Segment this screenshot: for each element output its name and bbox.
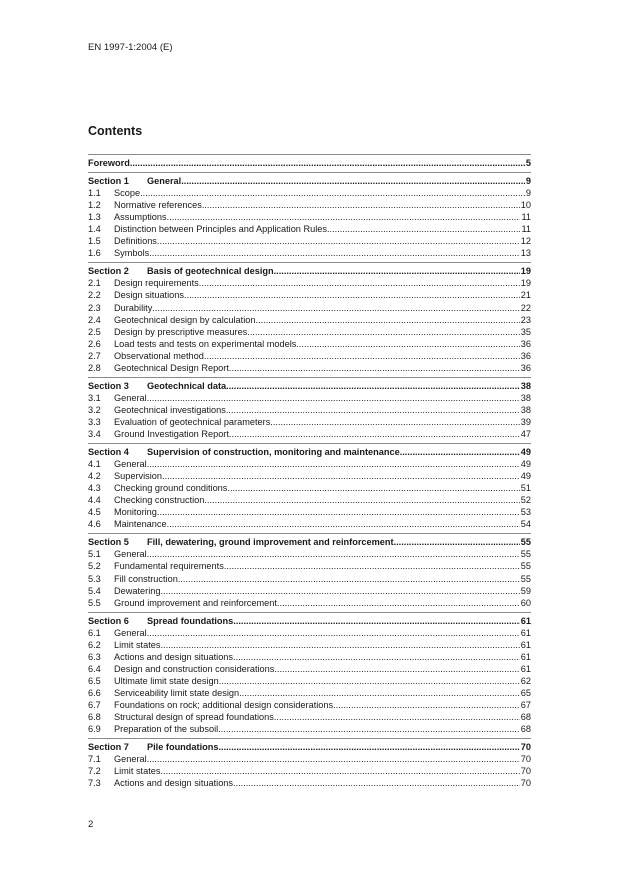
toc-entry-number: 2.6 xyxy=(88,338,101,349)
toc-entry[interactable] xyxy=(88,470,531,482)
toc-section-heading[interactable] xyxy=(88,615,531,627)
toc-section-heading[interactable] xyxy=(88,446,531,458)
toc-page-number: 68 xyxy=(520,712,531,723)
toc-entry-number: 6.6 xyxy=(88,687,101,698)
toc-page-number: 36 xyxy=(520,362,531,373)
toc-entry[interactable] xyxy=(88,627,531,639)
toc-entry[interactable] xyxy=(88,765,531,777)
toc-entry[interactable] xyxy=(88,548,531,560)
toc-entry-number: 3.2 xyxy=(88,404,101,415)
toc-page-number: 5 xyxy=(525,158,531,168)
dot-leader xyxy=(226,404,520,416)
dot-leader xyxy=(167,211,521,223)
dot-leader xyxy=(218,723,520,735)
toc-section-heading[interactable] xyxy=(88,265,531,277)
dot-leader xyxy=(255,314,519,326)
toc-entry-number: 3.3 xyxy=(88,416,101,427)
toc-page-number: 39 xyxy=(520,416,531,427)
toc-entry[interactable] xyxy=(88,247,531,259)
toc-entry-number: 5.3 xyxy=(88,573,101,584)
toc-page-number: 70 xyxy=(520,778,531,789)
page-number: 2 xyxy=(88,819,94,830)
toc-entry[interactable] xyxy=(88,326,531,338)
toc-section-label: Foreword xyxy=(88,158,130,168)
toc-entry-label: Ground Investigation Report xyxy=(114,428,229,439)
dot-leader xyxy=(152,302,519,314)
toc-entry-label: Actions and design situations xyxy=(114,651,234,662)
toc-page-number: 11 xyxy=(521,212,531,223)
document-id: EN 1997-1:2004 (E) xyxy=(88,42,173,53)
toc-section-heading[interactable] xyxy=(88,741,531,753)
toc-entry[interactable] xyxy=(88,518,531,530)
toc-entry-number: 5.2 xyxy=(88,561,101,572)
dot-leader xyxy=(157,506,520,518)
toc-page-number: 61 xyxy=(520,639,531,650)
toc-entry-label: Actions and design situations xyxy=(114,778,234,789)
toc-entry-label: Serviceability limit state design xyxy=(114,687,240,698)
toc-entry-label: Evaluation of geotechnical parameters xyxy=(114,416,271,427)
toc-page-number: 70 xyxy=(520,766,531,777)
toc-entry-label: Monitoring xyxy=(114,507,157,518)
toc-page-number: 55 xyxy=(520,573,531,584)
toc-entry-label: Normative references xyxy=(114,200,202,211)
toc-entry-number: 6.5 xyxy=(88,675,101,686)
dot-leader xyxy=(219,675,520,687)
toc-section xyxy=(88,262,531,373)
toc-page-number: 52 xyxy=(520,495,531,506)
toc-page-number: 13 xyxy=(520,248,531,259)
toc-page-number: 54 xyxy=(520,519,531,530)
toc-section-heading[interactable] xyxy=(88,157,531,169)
toc-entry[interactable] xyxy=(88,350,531,362)
toc-page-number: 11 xyxy=(521,224,531,235)
toc-entry-number: 2.8 xyxy=(88,362,101,373)
toc-section-title xyxy=(88,615,233,627)
toc-entry[interactable] xyxy=(88,404,531,416)
toc-entry-number: 6.4 xyxy=(88,663,101,674)
toc-entry-label: General xyxy=(114,549,147,560)
dot-leader xyxy=(181,175,525,187)
toc-page-number: 10 xyxy=(520,200,531,211)
toc-entry-label: Fill construction xyxy=(114,573,178,584)
dot-leader xyxy=(147,392,520,404)
toc-entry-number: 6.9 xyxy=(88,724,101,735)
toc-section xyxy=(88,154,531,169)
toc-entry-number: 1.6 xyxy=(88,248,101,259)
toc-entry[interactable] xyxy=(88,416,531,428)
toc-page-number: 60 xyxy=(520,597,531,608)
toc-page-number: 12 xyxy=(520,236,531,247)
toc-page-number: 61 xyxy=(520,627,531,638)
toc-entry[interactable] xyxy=(88,277,531,289)
toc-section-title xyxy=(88,446,400,458)
toc-entry-number: 2.2 xyxy=(88,290,101,301)
toc-entry[interactable] xyxy=(88,392,531,404)
toc-entry[interactable] xyxy=(88,753,531,765)
toc-entry-label: Assumptions xyxy=(114,212,167,223)
dot-leader xyxy=(277,597,520,609)
toc-page-number: 49 xyxy=(520,447,531,458)
toc-section-number: Section 2 xyxy=(88,266,129,277)
dot-leader xyxy=(147,753,520,765)
dot-leader xyxy=(147,627,520,639)
dot-leader xyxy=(218,741,519,753)
toc-entry-number: 4.3 xyxy=(88,483,101,494)
dot-leader xyxy=(227,482,519,494)
toc-entry-number: 7.1 xyxy=(88,754,101,765)
toc-entry[interactable] xyxy=(88,289,531,301)
dot-leader xyxy=(296,338,519,350)
toc-entry-label: Structural design of spread foundations xyxy=(114,712,274,723)
toc-section-number: Section 1 xyxy=(88,176,129,187)
toc-section-title xyxy=(88,157,130,169)
toc-page-number: 22 xyxy=(520,302,531,313)
toc-entry[interactable] xyxy=(88,711,531,723)
toc-entry-label: Supervision xyxy=(114,471,163,482)
toc-entry[interactable] xyxy=(88,506,531,518)
toc-entry-number: 5.4 xyxy=(88,585,101,596)
toc-entry-number: 2.7 xyxy=(88,350,101,361)
dot-leader xyxy=(274,663,519,675)
dot-leader xyxy=(147,458,520,470)
toc-section-title xyxy=(88,536,394,548)
toc-entry-label: Scope xyxy=(114,188,141,199)
toc-page-number: 59 xyxy=(520,585,531,596)
toc-entry-label: Definitions xyxy=(114,236,157,247)
toc-section xyxy=(88,443,531,530)
toc-page-number: 9 xyxy=(525,176,531,187)
dot-leader xyxy=(140,187,525,199)
dot-leader xyxy=(327,223,520,235)
toc-entry-label: General xyxy=(114,627,147,638)
toc-entry-label: Geotechnical investigations xyxy=(114,404,226,415)
dot-leader xyxy=(229,362,520,374)
toc-section-label: Supervision of construction, monitoring and maintenance xyxy=(147,447,400,458)
dot-leader xyxy=(333,699,520,711)
toc-section-heading[interactable] xyxy=(88,536,531,548)
toc-page-number: 36 xyxy=(520,338,531,349)
toc-entry-label: Dewatering xyxy=(114,585,161,596)
toc-entry-number: 4.4 xyxy=(88,495,101,506)
toc-section-title xyxy=(88,380,226,392)
toc-entry-number: 3.4 xyxy=(88,428,101,439)
toc-entry-number: 2.3 xyxy=(88,302,101,313)
toc-entry-label: Observational method xyxy=(114,350,204,361)
toc-entry-label: Design by prescriptive measures xyxy=(114,326,248,337)
toc-page-number: 67 xyxy=(520,699,531,710)
toc-entry[interactable] xyxy=(88,211,531,223)
toc-section-heading[interactable] xyxy=(88,175,531,187)
toc-page-number: 19 xyxy=(520,266,531,277)
toc-entry[interactable] xyxy=(88,573,531,585)
dot-leader xyxy=(274,711,520,723)
toc-entry[interactable] xyxy=(88,585,531,597)
toc-section xyxy=(88,612,531,735)
toc-entry-number: 7.3 xyxy=(88,778,101,789)
toc-entry[interactable] xyxy=(88,428,531,440)
toc-entry-label: Fundamental requirements xyxy=(114,561,224,572)
toc-entry[interactable] xyxy=(88,663,531,675)
toc-entry-label: Maintenance xyxy=(114,519,167,530)
toc-section-title xyxy=(88,175,181,187)
toc-entry[interactable] xyxy=(88,639,531,651)
toc-entry[interactable] xyxy=(88,362,531,374)
toc-section xyxy=(88,533,531,608)
toc-entry-number: 6.1 xyxy=(88,627,101,638)
toc-entry[interactable] xyxy=(88,187,531,199)
dot-leader xyxy=(274,265,520,277)
toc-entry-label: Checking ground conditions xyxy=(114,483,228,494)
toc-entry-number: 1.4 xyxy=(88,224,101,235)
toc-section-title xyxy=(88,741,218,753)
dot-leader xyxy=(149,247,520,259)
toc-entry-number: 1.2 xyxy=(88,200,101,211)
toc-page-number: 36 xyxy=(520,350,531,361)
dot-leader xyxy=(224,560,520,572)
toc-page-number: 55 xyxy=(520,537,531,548)
toc-page-number: 21 xyxy=(520,290,531,301)
toc-page-number: 23 xyxy=(520,314,531,325)
dot-leader xyxy=(202,199,520,211)
toc-page-number: 19 xyxy=(520,278,531,289)
toc-entry-number: 4.2 xyxy=(88,471,101,482)
toc-section-heading[interactable] xyxy=(88,380,531,392)
toc-entry-label: Distinction between Principles and Application Rules xyxy=(114,224,327,235)
toc-entry[interactable] xyxy=(88,199,531,211)
toc-entry-label: Design situations xyxy=(114,290,184,301)
page-title: Contents xyxy=(88,124,143,138)
toc-entry-number: 3.1 xyxy=(88,392,101,403)
dot-leader xyxy=(204,494,519,506)
toc-entry[interactable] xyxy=(88,235,531,247)
toc-entry-number: 4.6 xyxy=(88,519,101,530)
toc-section-number: Section 3 xyxy=(88,380,129,391)
toc-entry-label: Geotechnical Design Report xyxy=(114,362,229,373)
toc-entry[interactable] xyxy=(88,597,531,609)
dot-leader xyxy=(226,380,520,392)
toc-entry[interactable] xyxy=(88,482,531,494)
dot-leader xyxy=(270,416,519,428)
table-of-contents xyxy=(88,154,531,789)
toc-entry[interactable] xyxy=(88,687,531,699)
dot-leader xyxy=(130,157,525,169)
dot-leader xyxy=(160,585,519,597)
toc-entry-label: Preparation of the subsoil xyxy=(114,724,219,735)
toc-entry-number: 4.1 xyxy=(88,459,101,470)
dot-leader xyxy=(162,470,520,482)
toc-page-number: 55 xyxy=(520,549,531,560)
dot-leader xyxy=(157,235,520,247)
toc-section-number: Section 5 xyxy=(88,537,129,548)
toc-page-number: 51 xyxy=(520,483,531,494)
toc-page-number: 61 xyxy=(520,663,531,674)
dot-leader xyxy=(233,615,520,627)
toc-entry-number: 5.1 xyxy=(88,549,101,560)
toc-entry[interactable] xyxy=(88,338,531,350)
dot-leader xyxy=(229,428,520,440)
toc-entry-number: 1.5 xyxy=(88,236,101,247)
dot-leader xyxy=(239,687,520,699)
toc-page-number: 38 xyxy=(520,380,531,391)
toc-page-number: 70 xyxy=(520,742,531,753)
toc-section-label: Fill, dewatering, ground improvement and reinforcement xyxy=(147,537,394,548)
toc-page-number: 65 xyxy=(520,687,531,698)
toc-entry-label: Ultimate limit state design xyxy=(114,675,219,686)
toc-entry-label: Durability xyxy=(114,302,153,313)
toc-entry-number: 6.2 xyxy=(88,639,101,650)
toc-entry-number: 5.5 xyxy=(88,597,101,608)
dot-leader xyxy=(233,777,520,789)
toc-section-label: Pile foundations xyxy=(147,742,219,753)
toc-entry-number: 2.1 xyxy=(88,278,101,289)
toc-entry[interactable] xyxy=(88,675,531,687)
toc-entry-label: General xyxy=(114,392,147,403)
toc-entry[interactable] xyxy=(88,699,531,711)
toc-page-number: 49 xyxy=(520,471,531,482)
toc-entry-number: 1.1 xyxy=(88,188,101,199)
toc-page-number: 62 xyxy=(520,675,531,686)
toc-entry-label: Ground improvement and reinforcement xyxy=(114,597,277,608)
toc-page-number: 38 xyxy=(520,392,531,403)
toc-entry[interactable] xyxy=(88,458,531,470)
dot-leader xyxy=(199,277,520,289)
toc-entry-label: Foundations on rock; additional design considerations xyxy=(114,699,334,710)
toc-entry-label: Limit states xyxy=(114,766,161,777)
toc-entry-label: Geotechnical design by calculation xyxy=(114,314,256,325)
toc-entry[interactable] xyxy=(88,302,531,314)
toc-section-label: General xyxy=(147,176,182,187)
dot-leader xyxy=(400,446,520,458)
toc-section-label: Spread foundations xyxy=(147,615,234,626)
toc-entry-number: 6.7 xyxy=(88,699,101,710)
toc-entry-number: 1.3 xyxy=(88,212,101,223)
toc-page-number: 61 xyxy=(520,651,531,662)
toc-entry-label: Load tests and tests on experimental models xyxy=(114,338,297,349)
toc-page-number: 70 xyxy=(520,754,531,765)
toc-entry-label: Checking construction xyxy=(114,495,205,506)
toc-entry[interactable] xyxy=(88,223,531,235)
toc-section xyxy=(88,738,531,789)
toc-page-number: 35 xyxy=(520,326,531,337)
dot-leader xyxy=(178,573,520,585)
toc-page-number: 55 xyxy=(520,561,531,572)
dot-leader xyxy=(147,548,520,560)
toc-entry[interactable] xyxy=(88,651,531,663)
toc-entry-number: 2.5 xyxy=(88,326,101,337)
dot-leader xyxy=(160,765,519,777)
toc-entry-number: 6.3 xyxy=(88,651,101,662)
toc-entry-label: Design and construction considerations xyxy=(114,663,275,674)
toc-section xyxy=(88,172,531,259)
dot-leader xyxy=(247,326,519,338)
dot-leader xyxy=(184,289,520,301)
toc-entry-label: General xyxy=(114,459,147,470)
toc-section-label: Geotechnical data xyxy=(147,380,227,391)
dot-leader xyxy=(204,350,520,362)
dot-leader xyxy=(394,536,520,548)
toc-section-title xyxy=(88,265,274,277)
toc-section xyxy=(88,377,531,440)
toc-entry-label: Symbols xyxy=(114,248,150,259)
dot-leader xyxy=(167,518,520,530)
toc-section-label: Basis of geotechnical design xyxy=(147,266,274,277)
toc-entry[interactable] xyxy=(88,723,531,735)
toc-page-number: 38 xyxy=(520,404,531,415)
toc-entry-number: 6.8 xyxy=(88,712,101,723)
toc-entry-number: 4.5 xyxy=(88,507,101,518)
toc-page-number: 9 xyxy=(525,188,531,199)
dot-leader xyxy=(233,651,520,663)
toc-section-number: Section 4 xyxy=(88,447,129,458)
toc-page-number: 49 xyxy=(520,459,531,470)
toc-entry-label: Limit states xyxy=(114,639,161,650)
dot-leader xyxy=(160,639,519,651)
toc-entry-label: General xyxy=(114,754,147,765)
toc-entry[interactable] xyxy=(88,314,531,326)
toc-entry[interactable] xyxy=(88,560,531,572)
toc-entry[interactable] xyxy=(88,494,531,506)
toc-page-number: 47 xyxy=(520,428,531,439)
toc-page-number: 61 xyxy=(520,615,531,626)
toc-section-number: Section 6 xyxy=(88,615,129,626)
toc-page-number: 68 xyxy=(520,724,531,735)
toc-section-number: Section 7 xyxy=(88,742,129,753)
toc-entry-number: 7.2 xyxy=(88,766,101,777)
toc-entry-number: 2.4 xyxy=(88,314,101,325)
toc-entry-label: Design requirements xyxy=(114,278,199,289)
toc-page-number: 53 xyxy=(520,507,531,518)
toc-entry[interactable] xyxy=(88,777,531,789)
